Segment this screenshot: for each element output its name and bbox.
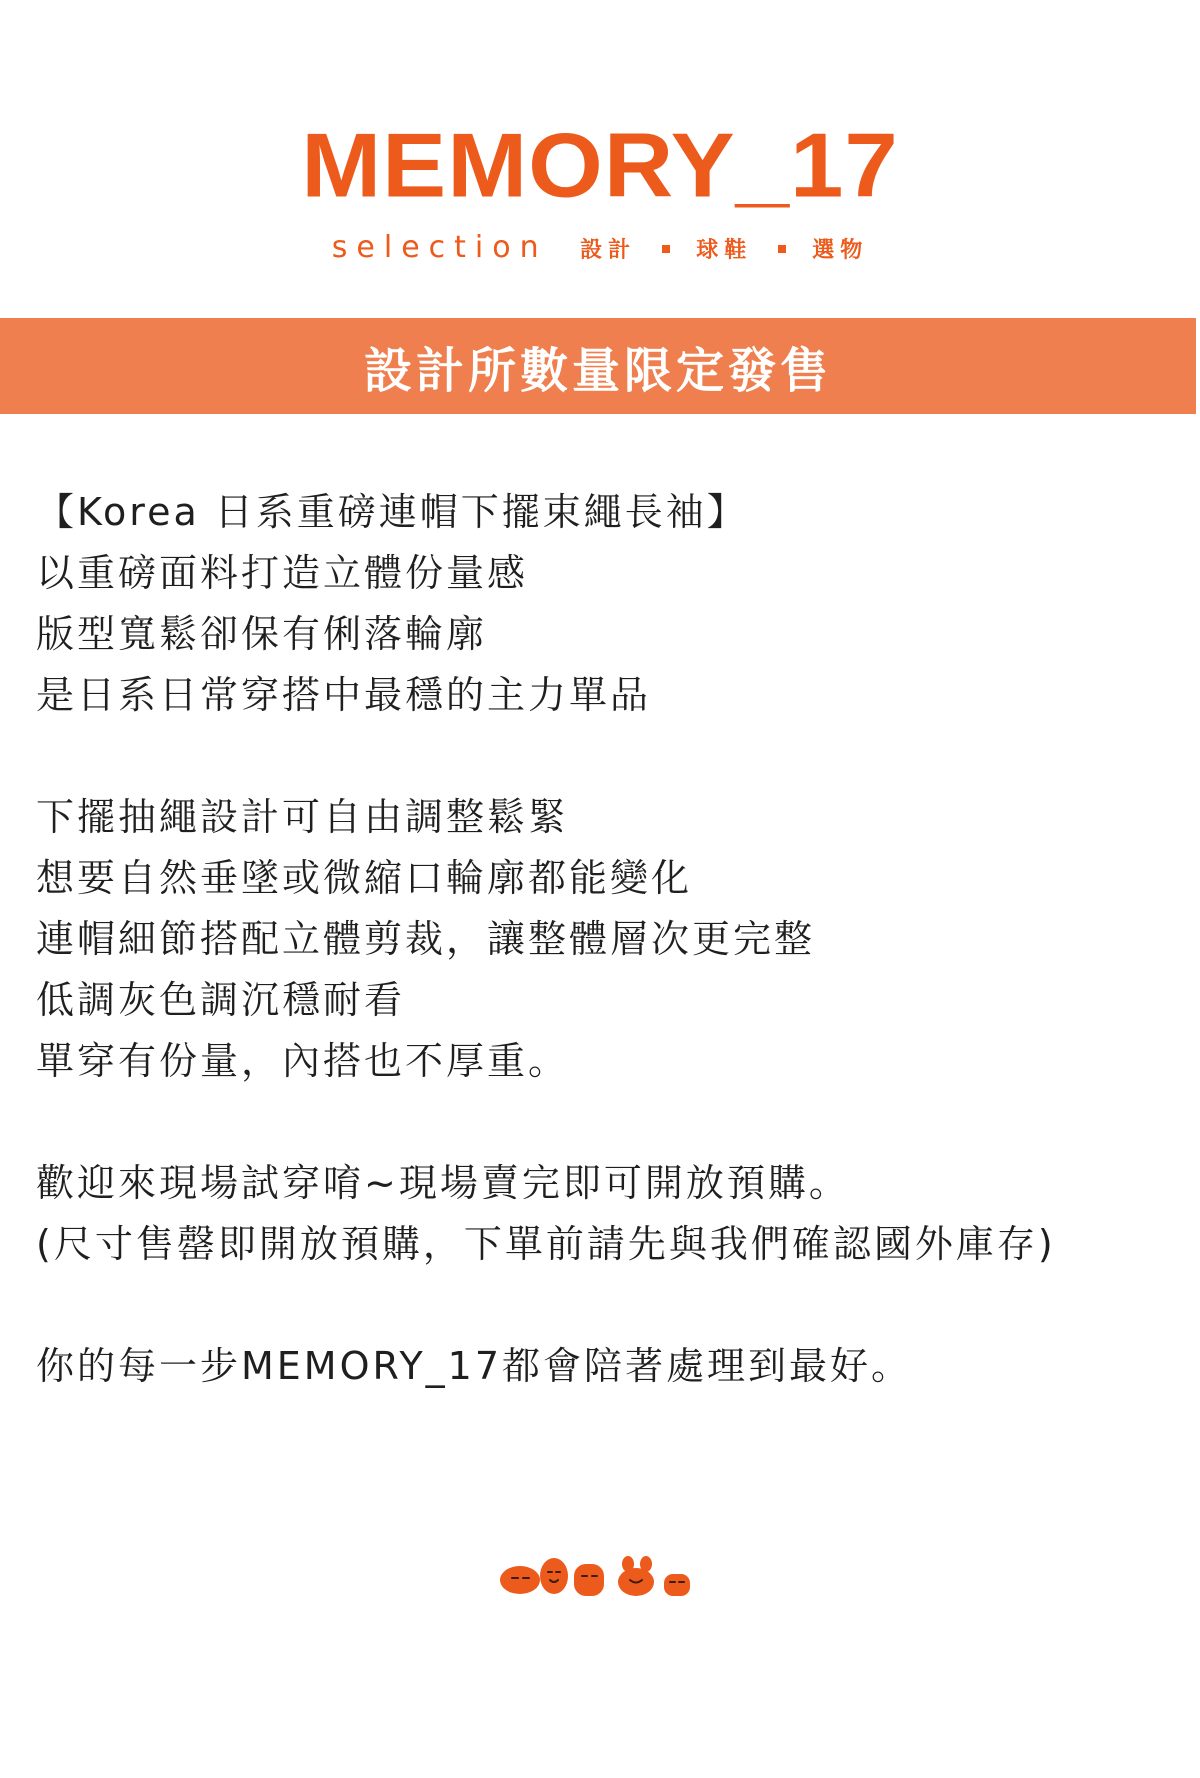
text-line: 想要自然垂墜或微縮口輪廓都能變化 <box>36 856 693 900</box>
paragraph-closing <box>36 1336 1166 1397</box>
text-line: 版型寬鬆卻保有俐落輪廓 <box>36 612 488 656</box>
limited-release-banner <box>0 318 1196 414</box>
paragraph-details <box>36 787 1166 1092</box>
text-line: 是日系日常穿搭中最穩的主力單品 <box>36 673 652 717</box>
tagline-separator <box>778 245 786 253</box>
tagline-item-sneakers: 球鞋 <box>696 238 753 263</box>
mascot-blob <box>622 1556 634 1572</box>
mascot-blob <box>640 1556 652 1572</box>
text-line: 下擺抽繩設計可自由調整鬆緊 <box>36 795 570 839</box>
tagline-item-selection: 選物 <box>812 238 869 263</box>
text-line: 歡迎來現場試穿唷~現場賣完即可開放預購。 <box>36 1161 850 1205</box>
text-line: 低調灰色調沉穩耐看 <box>36 978 406 1022</box>
brand-tagline <box>0 230 1200 269</box>
tagline-item-design: 設計 <box>580 238 637 263</box>
mascot-blob <box>574 1564 604 1596</box>
tagline-selection: selection <box>331 230 548 265</box>
banner-title: 設計所數量限定發售 <box>363 342 832 399</box>
text-line: 單穿有份量，內搭也不厚重。 <box>36 1039 570 1083</box>
text-line: 【Korea 日系重磅連帽下擺束繩長袖】 <box>36 490 748 534</box>
text-line: 你的每一步MEMORY_17都會陪著處理到最好。 <box>36 1344 913 1388</box>
mascot-blob <box>664 1574 690 1596</box>
mascot-blob <box>540 1558 568 1594</box>
mascot-blob <box>500 1566 540 1594</box>
mascot-logo <box>498 1550 698 1598</box>
paragraph-intro <box>36 482 1166 726</box>
product-description <box>36 482 1166 1458</box>
text-line: 以重磅面料打造立體份量感 <box>36 551 529 595</box>
brand-header <box>0 114 1200 269</box>
paragraph-preorder <box>36 1153 1166 1275</box>
brand-logo: MEMORY_17 <box>301 114 899 217</box>
tagline-separator <box>662 245 670 253</box>
text-line: 連帽細節搭配立體剪裁，讓整體層次更完整 <box>36 917 816 961</box>
text-line: (尺寸售罄即開放預購，下單前請先與我們確認國外庫存) <box>36 1222 1056 1266</box>
